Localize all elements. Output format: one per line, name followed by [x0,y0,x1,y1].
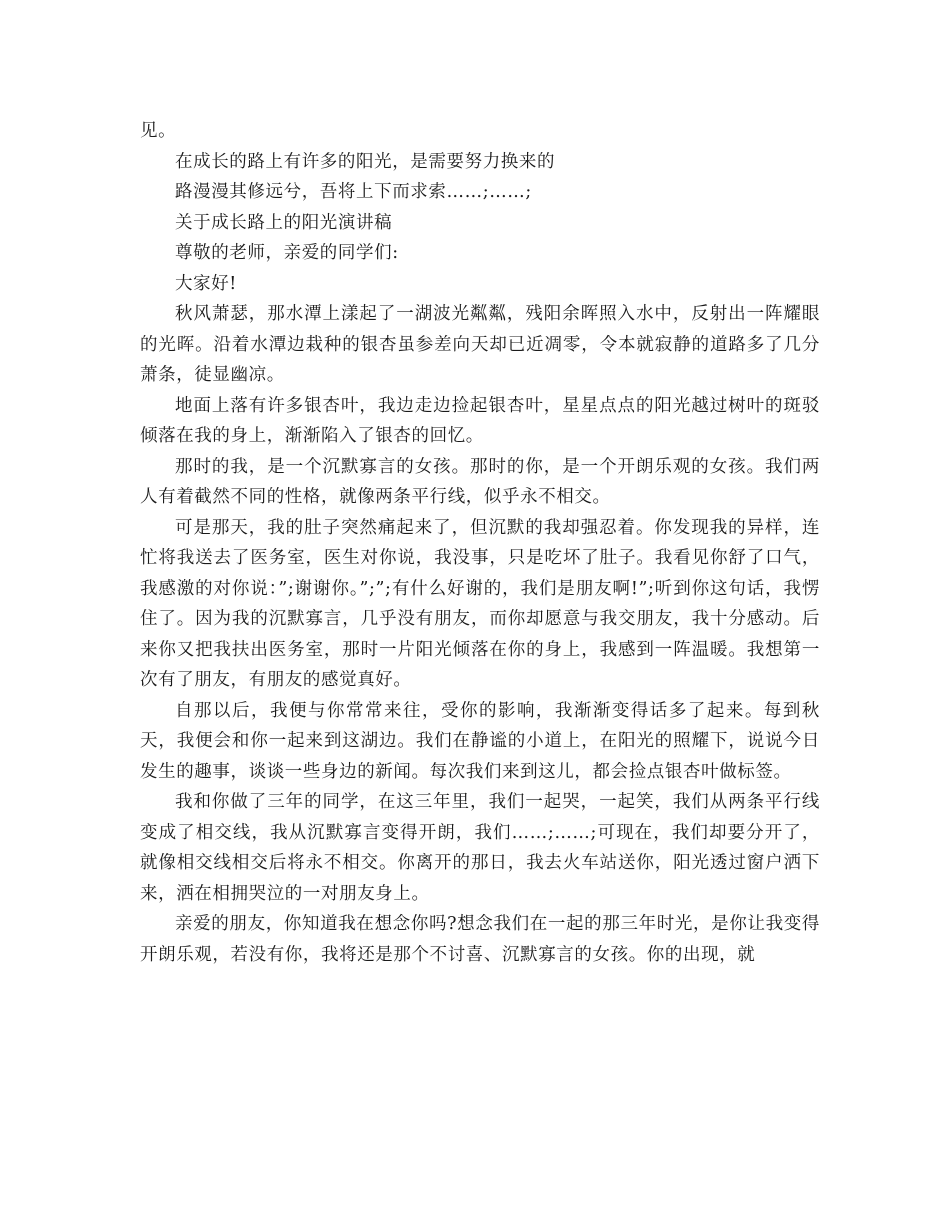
document-body [140,116,820,970]
paragraph-continuation: 见。 [140,121,177,141]
paragraph: 亲爱的朋友，你知道我在想念你吗?想念我们在一起的那三年时光，是你让我变得开朗乐观，若没有你，我将还是那个不讨喜、沉默寡言的女孩。你的出现，就 [140,914,820,965]
paragraph: 地面上落有许多银杏叶，我边走边捡起银杏叶，星星点点的阳光越过树叶的斑驳倾落在我的身上，渐渐陷入了银杏的回忆。 [140,395,820,446]
paragraph: 自那以后，我便与你常常来往，受你的影响，我渐渐变得话多了起来。每到秋天，我便会和你一起来到这湖边。我们在静谧的小道上，在阳光的照耀下，说说今日发生的趣事，谈谈一些身边的新闻。每次我们来到这儿，都会捡点银杏叶做标签。 [140,700,820,782]
paragraph: 那时的我，是一个沉默寡言的女孩。那时的你，是一个开朗乐观的女孩。我们两人有着截然不同的性格，就像两条平行线，似乎永不相交。 [140,456,820,507]
paragraph: 可是那天，我的肚子突然痛起来了，但沉默的我却强忍着。你发现我的异样，连忙将我送去了医务室，医生对你说，我没事，只是吃坏了肚子。我看见你舒了口气，我感激的对你说：”;谢谢你。”;”;有什么好谢的，我们是朋友啊!”;听到你这句话，我愣住了。因为我的沉默寡言，几乎没有朋友，而你却愿意与我交朋友，我十分感动。后来你又把我扶出医务室，那时一片阳光倾落在你的身上，我感到一阵温暖。我想第一次有了朋友，有朋友的感觉真好。 [140,517,820,690]
paragraph: 秋风萧瑟，那水潭上漾起了一湖波光粼粼，残阳余晖照入水中，反射出一阵耀眼的光晖。沿着水潭边栽种的银杏虽参差向天却已近凋零，令本就寂静的道路多了几分萧条，徒显幽凉。 [140,304,820,385]
paragraph: 在成长的路上有许多的阳光，是需要努力换来的 [175,151,556,172]
salutation: 尊敬的老师，亲爱的同学们: [175,243,399,263]
greeting: 大家好! [175,273,237,294]
paragraph: 我和你做了三年的同学，在这三年里，我们一起哭，一起笑，我们从两条平行线变成了相交线，我从沉默寡言变得开朗，我们……;……;可现在，我们却要分开了，就像相交线相交后将永不相交。你离开的那日，我去火车站送你，阳光透过窗户洒下来，洒在相拥哭泣的一对朋友身上。 [140,792,820,904]
paragraph: 路漫漫其修远兮，吾将上下而求索……;……; [175,182,532,202]
section-title: 关于成长路上的阳光演讲稿 [175,212,393,233]
